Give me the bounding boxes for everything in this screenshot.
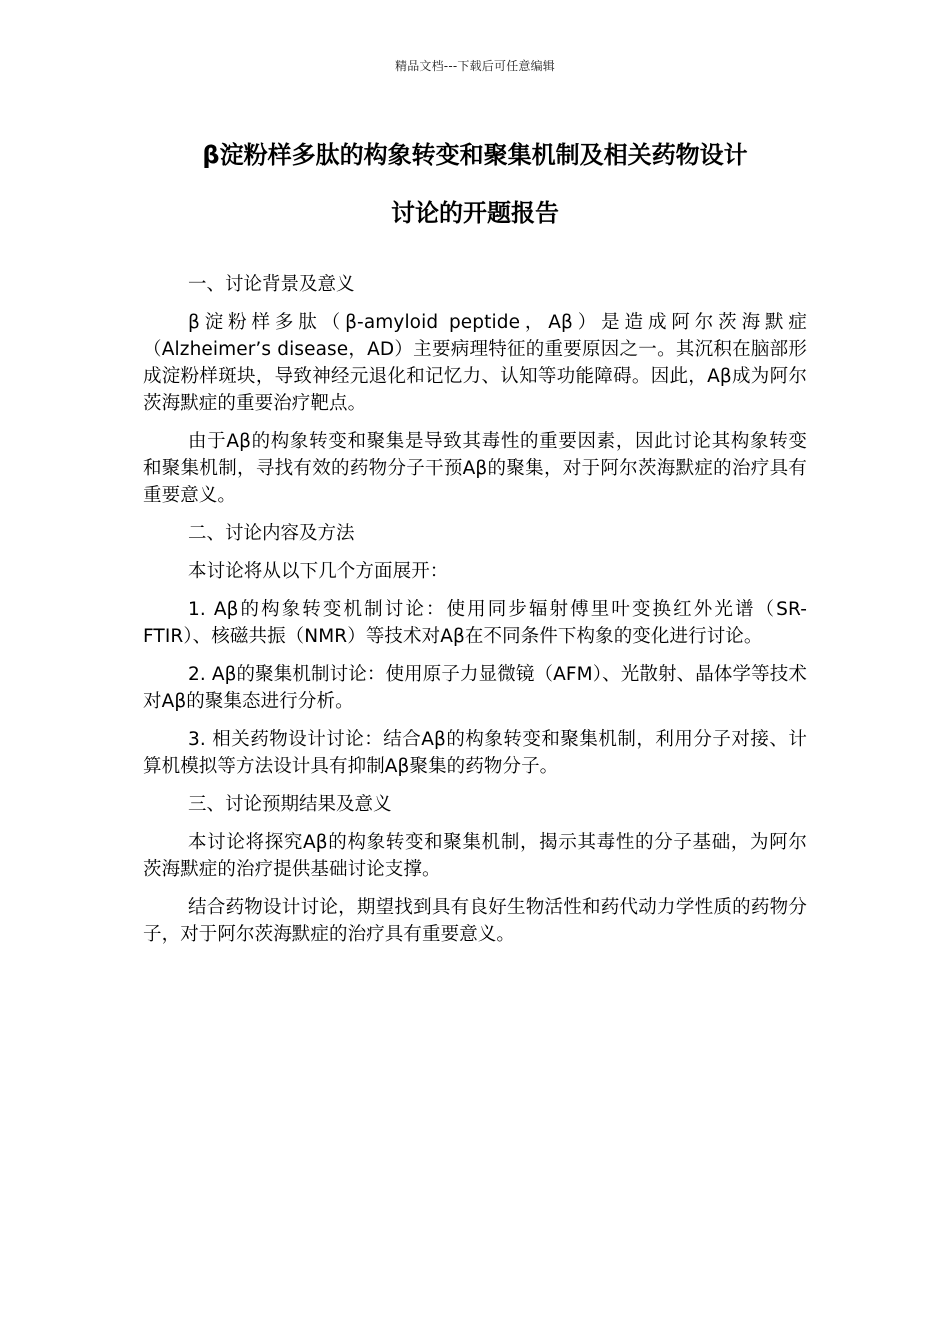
document-body: [143, 271, 807, 959]
section-3-heading: 三、讨论预期结果及意义: [188, 794, 392, 815]
section-1-paragraph-2: 由于Aβ的构象转变和聚集是导致其毒性的重要因素，因此讨论其构象转变和聚集机制，寻找有效的药物分子干预Aβ的聚集，对于阿尔茨海默症的治疗具有重要意义。: [143, 431, 807, 506]
document-title-line-1: β淀粉样多肽的构象转变和聚集机制及相关药物设计: [202, 141, 748, 169]
section-2-intro: 本讨论将从以下几个方面展开：: [188, 561, 449, 582]
section-1-heading: 一、讨论背景及意义: [188, 274, 355, 295]
header-note: 精品文档---下载后可任意编辑: [395, 59, 555, 73]
section-2-item-2: 2. Aβ的聚集机制讨论：使用原子力显微镜（AFM）、光散射、晶体学等技术对Aβ的聚集态进行分析。: [143, 664, 807, 712]
section-2-heading: 二、讨论内容及方法: [188, 523, 355, 544]
section-2-item-1: 1. Aβ的构象转变机制讨论：使用同步辐射傅里叶变换红外光谱（SR-FTIR）、核磁共振（NMR）等技术对Aβ在不同条件下构象的变化进行讨论。: [143, 599, 807, 647]
document-title-line-2: 讨论的开题报告: [391, 199, 559, 227]
section-3-paragraph-2: 结合药物设计讨论，期望找到具有良好生物活性和药代动力学性质的药物分子，对于阿尔茨海默症的治疗具有重要意义。: [143, 897, 807, 945]
section-2-item-3: 3. 相关药物设计讨论：结合Aβ的构象转变和聚集机制，利用分子对接、计算机模拟等方法设计具有抑制Aβ聚集的药物分子。: [143, 729, 807, 777]
section-1-paragraph-1: β淀粉样多肽（β-amyloid peptide，Aβ）是造成阿尔茨海默症（Alzheimer’s disease，AD）主要病理特征的重要原因之一。其沉积在脑部形成淀粉样斑块，导致神经元退化和记忆力、认知等功能障碍。因此，Aβ成为阿尔茨海默症的重要治疗靶点。: [143, 312, 807, 414]
section-3-paragraph-1: 本讨论将探究Aβ的构象转变和聚集机制，揭示其毒性的分子基础，为阿尔茨海默症的治疗提供基础讨论支撑。: [143, 832, 807, 880]
